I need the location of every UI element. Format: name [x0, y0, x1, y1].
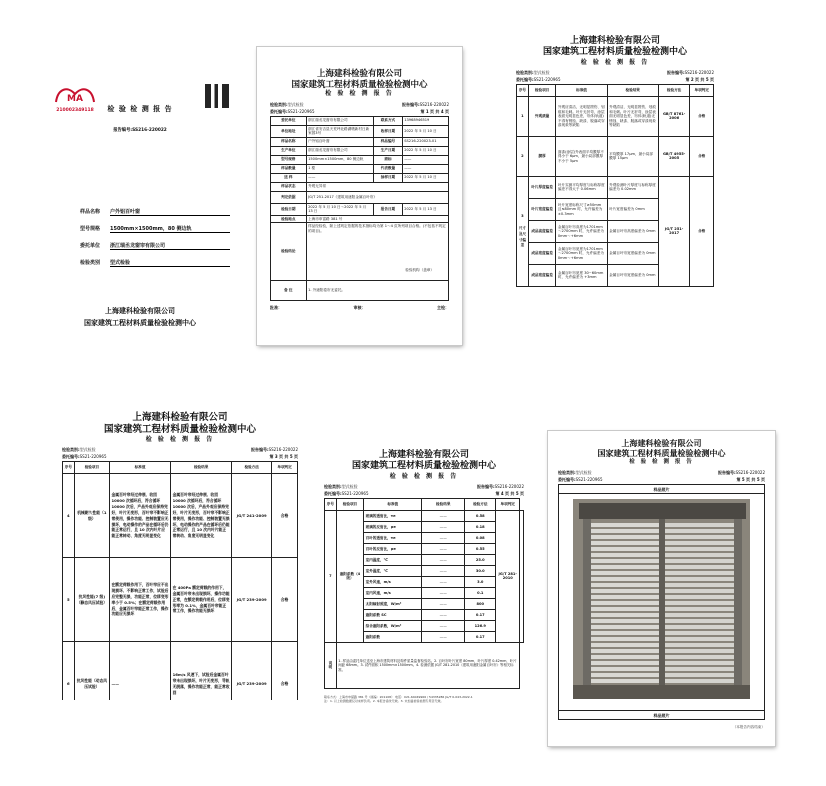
sample-photo [573, 499, 750, 699]
p3-table [516, 84, 714, 287]
column-header: 检验方法 [658, 84, 690, 96]
column-header: 检验方法 [465, 498, 496, 510]
blind-slat [591, 535, 659, 539]
column-header: 检验结果 [422, 498, 465, 510]
blind-slat [665, 553, 734, 557]
p5-remark: 1. 样品由委托单位送至上海市建筑材料及构件质量监督检验站。2. 百叶帘叶片宽度 80mm，叶片厚度 0.42mm，叶片间距 68mm。3. 试件面积 1500mm×1500mm。4. 检测依据 JG/T 281-2010《建筑用遮阳金属百叶帘》等相关标准。 [336, 642, 519, 688]
blind-slat [665, 523, 734, 527]
entrust-no: 委托编号:SS21-220965 [270, 108, 315, 114]
blind-slat [591, 541, 659, 545]
blind-slat [665, 625, 734, 629]
blind-slat [665, 601, 734, 605]
p5-table: 序号 检验项目 标准值 检验结果 检验方法 单项判定 7 遮阳系数（4 级） 玻璃的透射比，τe —— 0.58 JG/T 281-2010 玻璃的反射比，ρe —— 0.18 百叶的透射比，τe —— 0.08 百叶的反射比，ρe —— 0.55 室内温度，℃ —— 25.0 室外温度，℃ —— 30.0 室外风速，m/s —— 3.0 室内风速，m/s —— 0.1 太阳辐射照度，W/m² —— 800 遮阳系数 SC —— 0.17 综合遮阳系数，W/m² —— 126.9 遮阳系数 —— 0.17 说 明 1. 样品由委托单位送至上海市建筑材料及构件质量监督检验站。2. 百叶帘叶片宽度 80mm，叶片厚度 0.42mm，叶片间距 68mm。3. 试件面积 1500mm×1500mm。4. 检测依据 JG/T 281-2010《建筑用遮阳金属百叶帘》等相关标准。 [324, 498, 524, 689]
blind-slat [591, 613, 659, 617]
blind-slat [591, 631, 659, 635]
table-row: 百叶的透射比，τe —— 0.08 [325, 532, 524, 543]
table-row: 单位地址 浙江省安吉县天荒坪北路湖墩新村日新家园3号 收样日期 2022 年 5 月 10 日 [271, 125, 449, 137]
table-row: 成品宽度偏差 金属百叶帘宽度 30~60mm 时，允许偏差为 +3mm 金属百叶帘宽度偏差为 0mm [517, 264, 714, 286]
blind-slat [665, 583, 734, 587]
table-row: 3 尺寸及尺寸偏差 叶片厚度偏差 叶片实测平均厚度与标称厚度偏差不得大于 0.06mm 外观检测叶片厚度与标称厚度偏差为 0.02mm JG/T 251-2017 合格 [517, 176, 714, 198]
blind-slat [665, 559, 734, 563]
table-row: 综合遮阳系数，W/m² —— 126.9 [325, 620, 524, 631]
blind-slat [591, 637, 659, 641]
svg-text:MA: MA [67, 94, 83, 104]
column-header: 标准值 [110, 462, 171, 474]
page-number: 第 1 页 共 4 页 [420, 108, 449, 114]
blind-slat [591, 667, 659, 671]
table-row: 遮阳系数 —— 0.17 [325, 631, 524, 642]
table-row: 遮阳系数 SC —— 0.17 [325, 609, 524, 620]
blind-slat [591, 523, 659, 527]
column-header: 检验项目 [74, 462, 109, 474]
column-header: 序号 [63, 462, 75, 474]
blind-slat [665, 541, 734, 545]
table-row: 4 机械耐久性能（1 级） 金属百叶帘经过伸展、收回 10000 次循环后，符合循环 10000 次后，产品外观应保持完好，叶片无变形，百叶帘不影响正常使用，操作功能、控制装置应无损坏，电动操作的产品在循环后仍能正常运行，且 10 次内叶片应能正常转动、角度无明显变化 金属百叶帘经过伸展、收回 10000 次循环后，符合循环 10000 次后，产品外观应保持完好，叶片无变形，百叶帘不影响正常使用，操作功能、控制装置无损坏，电动操作的产品在循环后仍能正常运行，且 10 次内叶片能正常转动、角度无明显变化 JG/T 241-2009 合格 [63, 474, 298, 558]
blind-slat [591, 595, 659, 599]
column-header: 检验结果 [607, 84, 658, 96]
table-row: 室内温度，℃ —— 25.0 [325, 554, 524, 565]
blind-slat [665, 679, 734, 683]
column-header: 检验方法 [232, 462, 272, 474]
blind-slat [665, 529, 734, 533]
type-value: 型式检验 [110, 259, 230, 267]
table-row: 1 外观质量 外观应清洁，无明显擦伤、划痕和毛刺。叶片无折弯，涂层表面无明显色差，帘体(轨道)不得有锈蚀、缺漆、脱落或穿漆现象等缺陷 外观清洁，无明显擦伤、划痕和毛刺。叶片无折弯，涂层表面无明显色差，帘体(轨道)无锈蚀、缺漆、脱落或穿漆现象等缺陷 GB/T 8761-2006 合格 [517, 96, 714, 136]
blind-slat [665, 673, 734, 677]
blind-slat [665, 589, 734, 593]
table-row: 玻璃的反射比，ρe —— 0.18 [325, 521, 524, 532]
dimension-group-label: 尺寸及尺寸偏差 [518, 226, 526, 248]
column-header: 单项判定 [690, 84, 714, 96]
spec-value: 1500mm×1500mm，80 侧边轨 [110, 225, 230, 233]
blind-slat [591, 655, 659, 659]
cover-page [40, 70, 240, 345]
table-row: 室内风速，m/s —— 0.1 [325, 587, 524, 598]
cma-icon [54, 86, 96, 104]
table-row: 6 抗风性能（动态风压试验） —— 16m/s 风速下，试验后金属百叶帘未出现损坏，叶片无变形，导轨无脱落，操作功能正常，能正常收回 JG/T 239-2009 合格 [63, 642, 298, 700]
blind-slat [665, 619, 734, 623]
cover-report-no: 报告编号:SS216-220022 [113, 128, 167, 133]
table-row: 样品数量 1 樘 代表数量 —— [271, 164, 449, 173]
blind-slat [591, 583, 659, 587]
p5-footer: 联系方式：上海市申富路 381 号（邮编：201108） 电话：021-64049966 / 54335286 JG/T 0-043-2022-1 注：1. 以上检测数据仅对来样负责。2. 本报告涂改无效。3. 未加盖检验检测专用章无效。 [324, 694, 473, 703]
summary-page [257, 47, 462, 345]
table-row: 2 膜厚 面漆(涂层)外表面平均膜厚不得小于 6μm，最小局部膜厚不小于 5μm 平均膜厚 17μm，最小局部膜厚 15μm GB/T 4955-2005 合格 [517, 136, 714, 176]
column-header: 标准值 [556, 84, 607, 96]
type-label: 检验类别 [80, 260, 101, 266]
blind-slat [591, 559, 659, 563]
blind-slat [665, 613, 734, 617]
blind-slat [591, 679, 659, 683]
cover-org: 上海建科检验有限公司 [105, 307, 175, 315]
blind-slat [665, 637, 734, 641]
report-end: （本报告内容结束） [732, 724, 765, 729]
column-header: 单项判定 [272, 462, 298, 474]
conclusion-text: 样品经检验，除上述判定依据的技术指标均为第 1～4 页所列项目合格。(不包括不判定的项目)。 [308, 224, 446, 233]
photo-frame [558, 484, 765, 720]
remark-value: 1. 外遮阳卷帘无委托。 [306, 281, 448, 301]
column-header: 单项判定 [496, 498, 520, 510]
photo-page: 上海建科检验有限公司 国家建筑工程材料质量检验检测中心 检 验 检 测 报 告 检验类别:型式检验 报告编号:SS216-220022 委托编号:SS21-220965 第 5 页 共 5 页 样品照片 样品照片 （本报告内容结束） [548, 431, 775, 746]
column-header: 序号 [517, 84, 529, 96]
summary-org: 上海建科检验有限公司 [316, 69, 402, 79]
blind-slat [591, 565, 659, 569]
table-row: 委托单位 浙江瑞丞龙窗帘有限公司 联系方式 13968946519 [271, 116, 449, 125]
cover-center: 国家建筑工程材料质量检验检测中心 [84, 319, 196, 327]
table-row: 成品宽度偏差 金属百叶帘宽度为1701mm～2700mm 时，允许偏差为 0mm～+6mm 金属百叶帘宽度偏差为 0mm [517, 242, 714, 264]
table-row: 5 抗风性能(7 级)（静态风压试验） 在额定荷载作用下，百叶帘应不出现损坏、不影响正常工作，试验后应完整无损，功能正常，位移变形率小于 0.5%；在额定荷载作用后，金属百叶帘能正常工作，操作功能应无损坏 在 400Pa 额定荷载的作用下，金属百叶帘未出现损坏，操作功能正常，在额定荷载作用后，位移变形率为 0.1%，金属百叶帘能正常工作，操作功能无损坏 JG/T 239-2009 合格 [63, 558, 298, 642]
table-row: 百叶的反射比，ρe —— 0.55 [325, 543, 524, 554]
blind-slat [591, 649, 659, 653]
spec-label: 型号规格 [80, 226, 101, 232]
photo-header: 样品照片 [559, 485, 764, 494]
blind-slat [591, 673, 659, 677]
blind-slat [665, 607, 734, 611]
blind-slat [591, 553, 659, 557]
page-2-items: 上海建科检验有限公司 国家建筑工程材料质量检验检测中心 检 验 检 测 报 告 检验类别:型式检验 报告编号:SS216-220022 委托编号:SS21-220965 第 2 页 共 5 页 序号 检验项目 标准值 检验结果 检验方法 单项判定 1 外观质量 外观应清洁，无明显擦伤、划痕和毛刺。叶片无折弯，涂层表面无明显色差，帘体(轨道)不得有锈蚀、缺漆、脱落或穿漆现象等缺陷 外观清洁，无明显擦伤、划痕和毛刺。叶片无折弯，涂层表面无明显色差，帘体(轨道)无锈蚀、缺漆、脱落或穿漆现象等缺陷 GB/T 8761-2006 合格 2 膜厚 面漆(涂层)外表面平均膜厚不得小于 6μm，最小局部膜厚不小于 5μm 平均膜厚 17μm，最小局部膜厚 15μm GB/T 4955-2005 合格 3 尺寸及尺寸偏差 叶片厚度偏差 叶片实测平均厚度与标称厚度偏差不得大于 0.06mm 外观检测叶片厚度与标称厚度偏差为 0.02mm JG/T 251-2017 合格 叶片宽度偏差 叶片宽度标称尺寸≥50mm 且≤80mm 时，允许偏差为 ±0.3mm 叶片宽度偏差为 0mm 成品高度偏差 金属百叶帘高度为1701mm～2700mm 时，允许偏差为 0mm～+6mm 金属百叶帘高度偏差为 0mm 成品宽度偏差 金属百叶帘宽度为1701mm～2700mm 时，允许偏差为 0mm～+6mm 金属百叶帘宽度偏差为 0mm 成品宽度偏差 金属百叶帘宽度 30~60mm 时，允许偏差为 +3mm 金属百叶帘宽度偏差为 0mm [510, 30, 720, 315]
basis-value: JG/T 251-2017《建筑用遮阳金属百叶帘》 [306, 191, 448, 203]
table-row: 7 遮阳系数（4 级） 玻璃的透射比，τe —— 0.58 JG/T 281-2010 [325, 510, 524, 521]
photo-caption: 样品照片 [559, 710, 764, 719]
cover-fields [80, 208, 230, 267]
summary-table: 委托单位 浙江瑞丞龙窗帘有限公司 联系方式 13968946519 单位地址 浙江省安吉县天荒坪北路湖墩新村日新家园3号 收样日期 2022 年 5 月 10 日 样品名称 户外铝百叶窗 样品编号 SS216-220023-01 生产单位 浙江瑞丞龙窗帘有限公司 生产日期 2022 年 5 月 10 日 型号规格 1500mm×1500mm，80 侧边轨 商标 —— 样品数量 1 樘 代表数量 —— 送 样 —— 抽样日期 2022 年 5 月 10 日 样品状态 外观无异常 判定依据 JG/T 251-2017《建筑用遮阳金属百叶帘》 检验日期 2022 年 5 月 10 日～2022 年 5 月 13 日 报告日期 2022 年 5 月 13 日 检验地点 上海市申富路 381 号 检验结论 样品经检验，除上述判定依据的技术指标均为第 1～4 页所列项目合格。(不包括不判定的项目)。 检验机构（盖章） 备 注 1. 外遮阳卷帘无委托。 [270, 116, 449, 301]
blind-slat [591, 625, 659, 629]
blind-slat [591, 577, 659, 581]
table-row: 室外风速，m/s —— 3.0 [325, 576, 524, 587]
blind-slat [591, 589, 659, 593]
cover-title: 检 验 检 测 报 告 [107, 105, 173, 113]
signatures: 批准： 审核： 主检： [270, 305, 449, 311]
blind-slat [665, 571, 734, 575]
column-header: 检验结果 [171, 462, 232, 474]
blind-slat [665, 631, 734, 635]
table-row: 太阳辐射照度，W/m² —— 800 [325, 598, 524, 609]
table-row: 生产单位 浙江瑞丞龙窗帘有限公司 生产日期 2022 年 5 月 10 日 [271, 146, 449, 155]
blind-slat [665, 547, 734, 551]
blind-slat [591, 607, 659, 611]
blind-slat [665, 655, 734, 659]
seal-text: 检验机构（盖章） [405, 267, 434, 272]
blind-slat [665, 565, 734, 569]
table-row: 室外温度，℃ —— 30.0 [325, 565, 524, 576]
blind-slat [665, 667, 734, 671]
cma-number: 210002349118 [56, 108, 94, 113]
basis-label: 判定依据 [271, 191, 307, 203]
table-row: 样品名称 户外铝百叶窗 样品编号 SS216-220023-01 [271, 137, 449, 146]
report-no: 报告编号:SS216-220022 [401, 101, 449, 107]
table-row: 送 样 —— 抽样日期 2022 年 5 月 10 日 [271, 173, 449, 182]
column-header: 检验项目 [528, 84, 556, 96]
blind-slat [665, 649, 734, 653]
client-label: 委托单位 [80, 243, 101, 249]
table-row: 叶片宽度偏差 叶片宽度标称尺寸≥50mm 且≤80mm 时，允许偏差为 ±0.3mm 叶片宽度偏差为 0mm [517, 198, 714, 220]
sample-name-value: 户外铝百叶窗 [110, 208, 230, 216]
blind-slat [591, 529, 659, 533]
summary-center: 国家建筑工程材料质量检验检测中心 [291, 79, 428, 90]
blind-slat [591, 571, 659, 575]
blind-slat [591, 643, 659, 647]
blind-slat [665, 643, 734, 647]
sample-name-label: 样品名称 [80, 209, 101, 215]
summary-title: 检 验 检 测 报 告 [325, 90, 394, 98]
column-header: 检验项目 [336, 498, 363, 510]
blind-slat [665, 535, 734, 539]
table-row: 样品状态 外观无异常 [271, 182, 449, 191]
page-4-items: 上海建科检验有限公司 国家建筑工程材料质量检验检测中心 检 验 检 测 报 告 检验类别:型式检验 报告编号:SS216-220022 委托编号:SS21-220965 第 4 页 共 5 页 序号 检验项目 标准值 检验结果 检验方法 单项判定 7 遮阳系数（4 级） 玻璃的透射比，τe —— 0.58 JG/T 281-2010 玻璃的反射比，ρe —— 0.18 百叶的透射比，τe —— 0.08 百叶的反射比，ρe —— 0.55 室内温度，℃ —— 25.0 室外温度，℃ —— 30.0 室外风速，m/s —— 3.0 室内风速，m/s —— 0.1 太阳辐射照度，W/m² —— 800 遮阳系数 SC —— 0.17 综合遮阳系数，W/m² —— 126.9 遮阳系数 —— 0.17 说 明 1. 样品由委托单位送至上海市建筑材料及构件质量监督检验站。2. 百叶帘叶片宽度 80mm，叶片厚度 0.42mm，叶片间距 68mm。3. 试件面积 1500mm×1500mm。4. 检测依据 JG/T 281-2010《建筑用遮阳金属百叶帘》等相关标准。 联系方式：上海市申富路 381 号（邮编：201108） 电话：021-64049966 / 54335286 JG/T 0-043-2022-1 注：1. 以上检测数据仅对来样负责。2. 本报告涂改无效。3. 未加盖检验检测专用章无效。 [318, 447, 530, 757]
blind-slat [591, 661, 659, 665]
page-3-items: 上海建科检验有限公司 国家建筑工程材料质量检验检测中心 检 验 检 测 报 告 检验类别:型式检验 报告编号:SS216-220022 委托编号:SS21-220965 第 3 页 共 5 页 序号 检验项目 标准值 检验结果 检验方法 单项判定 4 机械耐久性能（1 级） 金属百叶帘经过伸展、收回 10000 次循环后，符合循环 10000 次后，产品外观应保持完好，叶片无变形，百叶帘不影响正常使用，操作功能、控制装置应无损坏，电动操作的产品在循环后仍能正常运行，且 10 次内叶片应能正常转动、角度无明显变化 金属百叶帘经过伸展、收回 10000 次循环后，符合循环 10000 次后，产品外观应保持完好，叶片无变形，百叶帘不影响正常使用，操作功能、控制装置无损坏，电动操作的产品在循环后仍能正常运行，且 10 次内叶片能正常转动、角度无明显变化 JG/T 241-2009 合格 5 抗风性能(7 级)（静态风压试验） 在额定荷载作用下，百叶帘应不出现损坏、不影响正常工作，试验后应完整无损，功能正常，位移变形率小于 0.5%；在额定荷载作用后，金属百叶帘能正常工作，操作功能应无损坏 在 400Pa 额定荷载的作用下，金属百叶帘未出现损坏，操作功能正常，在额定荷载作用后，位移变形率为 0.1%，金属百叶帘能正常工作，操作功能无损坏 JG/T 239-2009 合格 6 抗风性能（动态风压试验） —— 16m/s 风速下，试验后金属百叶帘未出现损坏，叶片无变形，导轨无脱落，操作功能正常，能正常收回 JG/T 239-2009 合格 [60, 410, 300, 700]
blind-slat [665, 595, 734, 599]
blind-slat [665, 661, 734, 665]
blind-slat [665, 577, 734, 581]
column-header: 标准值 [364, 498, 422, 510]
blind-slat [591, 547, 659, 551]
column-header: 序号 [325, 498, 337, 510]
client-value: 浙江瑞丞龙窗帘有限公司 [110, 242, 230, 250]
table-row: 成品高度偏差 金属百叶帘高度为1701mm～2700mm 时，允许偏差为 0mm～+6mm 金属百叶帘高度偏差为 0mm [517, 220, 714, 242]
blind-photo-icon [573, 499, 750, 699]
table-row: 型号规格 1500mm×1500mm，80 侧边轨 商标 —— [271, 155, 449, 164]
p4-table [62, 461, 298, 700]
inspect-type: 检验类别:型式检验 [270, 101, 304, 107]
blind-slat [591, 601, 659, 605]
blind-slat [591, 619, 659, 623]
